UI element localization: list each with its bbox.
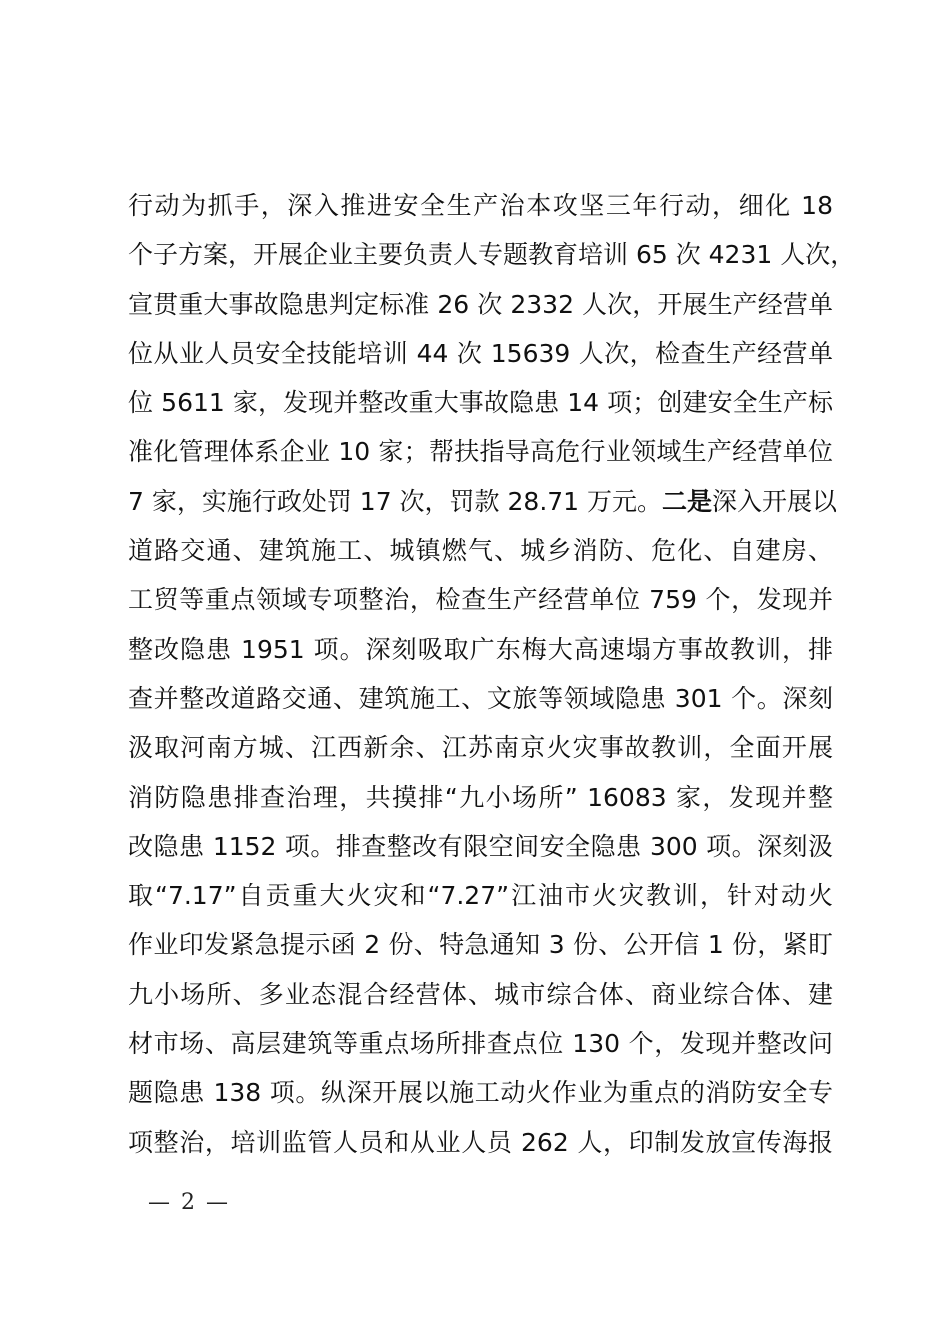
text-line: 准化管理体系企业 10 家；帮扶指导高危行业领域生产经营单位 — [128, 437, 833, 467]
text-line: 位从业人员安全技能培训 44 次 15639 人次，检查生产经营单 — [128, 338, 833, 368]
document-body — [128, 181, 856, 1167]
text-line: 项整治，培训监管人员和从业人员 262 人，印制发放宣传海报 — [128, 1127, 833, 1157]
text-line: 行动为抓手，深入推进安全生产治本攻坚三年行动，细化 18 — [128, 191, 833, 220]
text-line: 取“7.17”自贡重大火灾和“7.27”江油市火灾教训，针对动火 — [128, 881, 833, 911]
text-line: 查并整改道路交通、建筑施工、文旅等领域隐患 301 个。深刻 — [128, 683, 833, 713]
text-line: 位 5611 家，发现并整改重大事故隐患 14 项；创建安全生产标 — [128, 388, 833, 418]
text-line — [128, 477, 838, 526]
text-line: 九小场所、多业态混合经营体、城市综合体、商业综合体、建 — [128, 979, 833, 1009]
bold-heading: 二是 — [662, 486, 713, 516]
text-segment: 深入开展以 — [712, 486, 838, 516]
page-number: — 2 — — [148, 1190, 230, 1215]
text-line: 汲取河南方城、江西新余、江苏南京火灾事故教训，全面开展 — [128, 733, 833, 763]
text-line: 个子方案，开展企业主要负责人专题教育培训 65 次 4231 人次， — [128, 240, 856, 270]
text-line: 作业印发紧急提示函 2 份、特急通知 3 份、公开信 1 份，紧盯 — [128, 930, 833, 960]
text-line: 消防隐患排查治理，共摸排“九小场所” 16083 家，发现并整 — [128, 782, 833, 812]
text-line: 改隐患 1152 项。排查整改有限空间安全隐患 300 项。深刻汲 — [128, 831, 833, 861]
text-line: 道路交通、建筑施工、城镇燃气、城乡消防、危化、自建房、 — [128, 536, 833, 566]
text-line: 题隐患 138 项。纵深开展以施工动火作业为重点的消防安全专 — [128, 1078, 833, 1108]
text-line: 工贸等重点领域专项整治，检查生产经营单位 759 个，发现并 — [128, 585, 833, 615]
text-line: 材市场、高层建筑等重点场所排查点位 130 个，发现并整改问 — [128, 1029, 833, 1059]
text-segment: 7 家，实施行政处罚 17 次，罚款 28.71 万元。 — [128, 486, 663, 516]
text-line: 整改隐患 1951 项。深刻吸取广东梅大高速塌方事故教训，排 — [128, 634, 833, 664]
text-line: 宣贯重大事故隐患判定标准 26 次 2332 人次，开展生产经营单 — [128, 289, 833, 319]
